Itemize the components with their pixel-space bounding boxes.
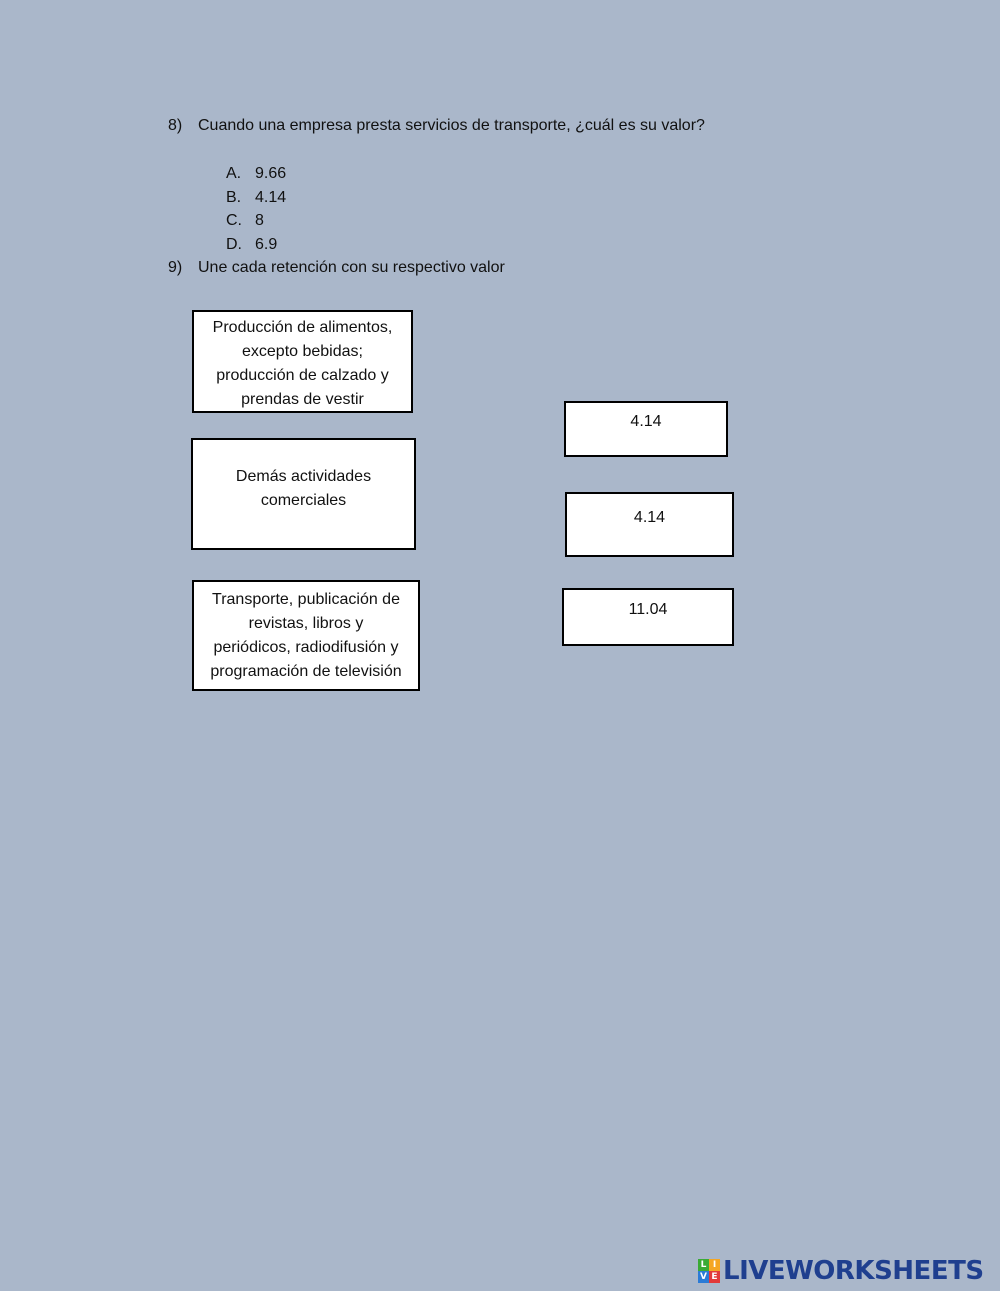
match-left-line: prendas de vestir bbox=[241, 391, 364, 408]
option-b[interactable] bbox=[226, 186, 286, 210]
question-8-number: 8) bbox=[168, 117, 183, 134]
logo-mark-letter: I bbox=[709, 1259, 720, 1271]
question-9-number: 9) bbox=[168, 259, 183, 276]
option-value: 8 bbox=[255, 212, 264, 230]
logo-mark-letter: L bbox=[698, 1259, 709, 1271]
match-right-item-3[interactable] bbox=[562, 588, 734, 646]
match-left-line: Producción de alimentos, bbox=[212, 319, 393, 336]
option-value: 9.66 bbox=[255, 165, 287, 182]
option-letter: D. bbox=[226, 236, 242, 254]
option-a[interactable] bbox=[226, 162, 286, 186]
match-right-value: 4.14 bbox=[630, 413, 662, 430]
question-9-text: Une cada retención con su respectivo valor bbox=[198, 259, 505, 276]
match-right-item-1[interactable] bbox=[564, 401, 728, 457]
logo-mark-letter: V bbox=[698, 1271, 709, 1283]
match-left-line: revistas, libros y bbox=[248, 615, 364, 632]
match-left-line: programación de televisión bbox=[210, 663, 402, 680]
match-right-item-2[interactable] bbox=[565, 492, 734, 557]
match-right-value: 4.14 bbox=[633, 509, 666, 526]
option-letter: C. bbox=[226, 212, 242, 230]
match-left-line: Demás actividades bbox=[235, 468, 372, 485]
option-letter: A. bbox=[226, 165, 242, 182]
question-8-text: Cuando una empresa presta servicios de transporte, ¿cuál es su valor? bbox=[198, 117, 705, 134]
match-left-line: periódicos, radiodifusión y bbox=[213, 639, 399, 656]
question-8-options bbox=[226, 162, 286, 257]
option-d[interactable] bbox=[226, 233, 286, 257]
match-left-item-3[interactable] bbox=[192, 580, 420, 691]
match-left-item-1[interactable] bbox=[192, 310, 413, 413]
match-left-line: excepto bebidas; bbox=[242, 343, 363, 360]
match-left-line: producción de calzado y bbox=[216, 367, 389, 384]
match-left-line: Transporte, publicación de bbox=[212, 591, 400, 608]
logo-mark-letter: E bbox=[709, 1271, 720, 1283]
option-value: 6.9 bbox=[255, 236, 278, 254]
liveworksheets-logo bbox=[698, 1257, 984, 1285]
logo-mark-icon bbox=[698, 1259, 720, 1283]
option-letter: B. bbox=[226, 188, 242, 206]
question-9 bbox=[168, 258, 505, 278]
question-8 bbox=[168, 116, 705, 136]
match-left-line: comerciales bbox=[260, 492, 347, 509]
match-left-item-2[interactable] bbox=[191, 438, 416, 550]
option-value: 4.14 bbox=[255, 188, 287, 206]
option-c[interactable] bbox=[226, 209, 286, 233]
match-right-value: 11.04 bbox=[628, 601, 668, 618]
logo-text: LIVEWORKSHEETS bbox=[723, 1256, 984, 1286]
